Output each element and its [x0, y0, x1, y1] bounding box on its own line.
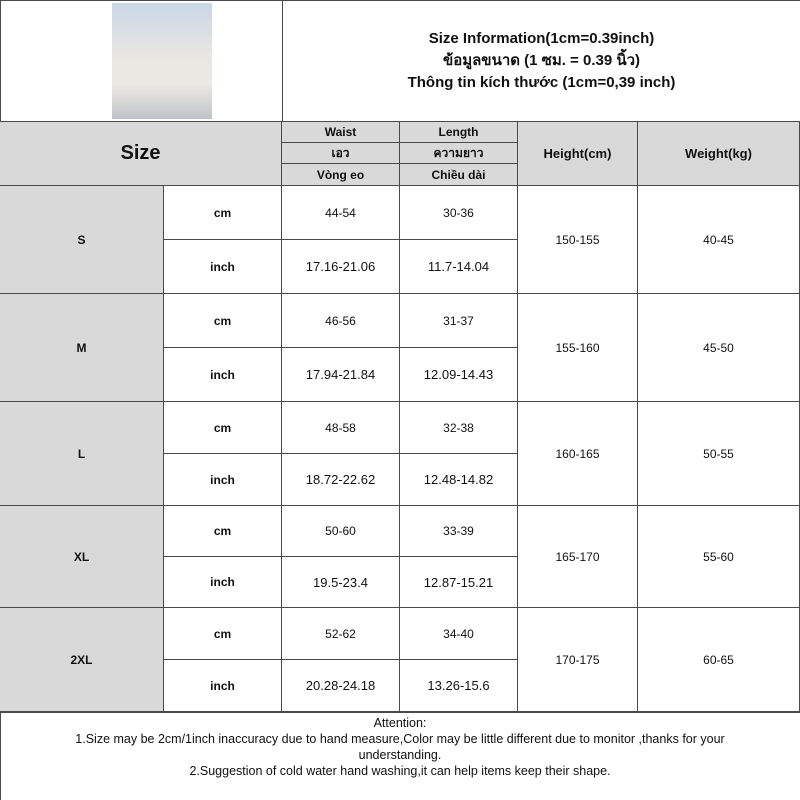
waist-inch-value: 20.28-24.18 [282, 660, 400, 712]
length-header-vi: Chiều dài [400, 164, 518, 186]
waist-header-en: Waist [282, 122, 400, 143]
unit-inch-label: inch [164, 454, 282, 506]
title-line-vietnamese: Thông tin kích thước (1cm=0,39 inch) [407, 73, 676, 91]
waist-inch-value: 18.72-22.62 [282, 454, 400, 506]
weight-value: 40-45 [638, 186, 800, 294]
waist-header-th: เอว [282, 143, 400, 164]
length-cm-value: 33-39 [400, 506, 518, 557]
waist-inch-value: 19.5-23.4 [282, 557, 400, 608]
unit-inch-label: inch [164, 660, 282, 712]
size-label: 2XL [0, 608, 164, 712]
title-line-english: Size Information(1cm=0.39inch) [428, 29, 655, 47]
length-cm-value: 34-40 [400, 608, 518, 660]
weight-value: 50-55 [638, 402, 800, 506]
height-value: 165-170 [518, 506, 638, 608]
waist-cm-value: 46-56 [282, 294, 400, 348]
weight-value: 60-65 [638, 608, 800, 712]
attention-notes [0, 712, 800, 800]
unit-cm-label: cm [164, 294, 282, 348]
size-label: M [0, 294, 164, 402]
waist-inch-value: 17.94-21.84 [282, 348, 400, 402]
length-inch-value: 11.7-14.04 [400, 240, 518, 294]
product-photo [112, 3, 212, 119]
waist-cm-value: 48-58 [282, 402, 400, 454]
height-header: Height(cm) [518, 122, 638, 186]
waist-cm-value: 44-54 [282, 186, 400, 240]
size-label: S [0, 186, 164, 294]
length-inch-value: 12.48-14.82 [400, 454, 518, 506]
size-label: XL [0, 506, 164, 608]
weight-value: 45-50 [638, 294, 800, 402]
unit-cm-label: cm [164, 506, 282, 557]
length-cm-value: 31-37 [400, 294, 518, 348]
length-inch-value: 12.09-14.43 [400, 348, 518, 402]
attention-note-2: 2.Suggestion of cold water hand washing,it can help items keep their shape. [189, 764, 611, 778]
length-cm-value: 30-36 [400, 186, 518, 240]
height-value: 155-160 [518, 294, 638, 402]
size-header: Size [0, 122, 282, 186]
title-line-thai: ข้อมูลขนาด (1 ซม. = 0.39 นิ้ว) [442, 51, 641, 69]
length-inch-value: 13.26-15.6 [400, 660, 518, 712]
unit-inch-label: inch [164, 348, 282, 402]
size-label: L [0, 402, 164, 506]
length-header-th: ความยาว [400, 143, 518, 164]
unit-cm-label: cm [164, 402, 282, 454]
unit-cm-label: cm [164, 186, 282, 240]
waist-inch-value: 17.16-21.06 [282, 240, 400, 294]
height-value: 150-155 [518, 186, 638, 294]
waist-header-vi: Vòng eo [282, 164, 400, 186]
height-value: 170-175 [518, 608, 638, 712]
length-header-en: Length [400, 122, 518, 143]
weight-value: 55-60 [638, 506, 800, 608]
weight-header: Weight(kg) [638, 122, 800, 186]
unit-cm-label: cm [164, 608, 282, 660]
waist-cm-value: 50-60 [282, 506, 400, 557]
height-value: 160-165 [518, 402, 638, 506]
length-inch-value: 12.87-15.21 [400, 557, 518, 608]
unit-inch-label: inch [164, 557, 282, 608]
attention-title: Attention: [373, 716, 427, 730]
attention-note-1: 1.Size may be 2cm/1inch inaccuracy due to hand measure,Color may be little different due to monitor ,thanks for your understanding. [75, 732, 725, 762]
waist-cm-value: 52-62 [282, 608, 400, 660]
length-cm-value: 32-38 [400, 402, 518, 454]
unit-inch-label: inch [164, 240, 282, 294]
size-information-title [282, 0, 800, 122]
